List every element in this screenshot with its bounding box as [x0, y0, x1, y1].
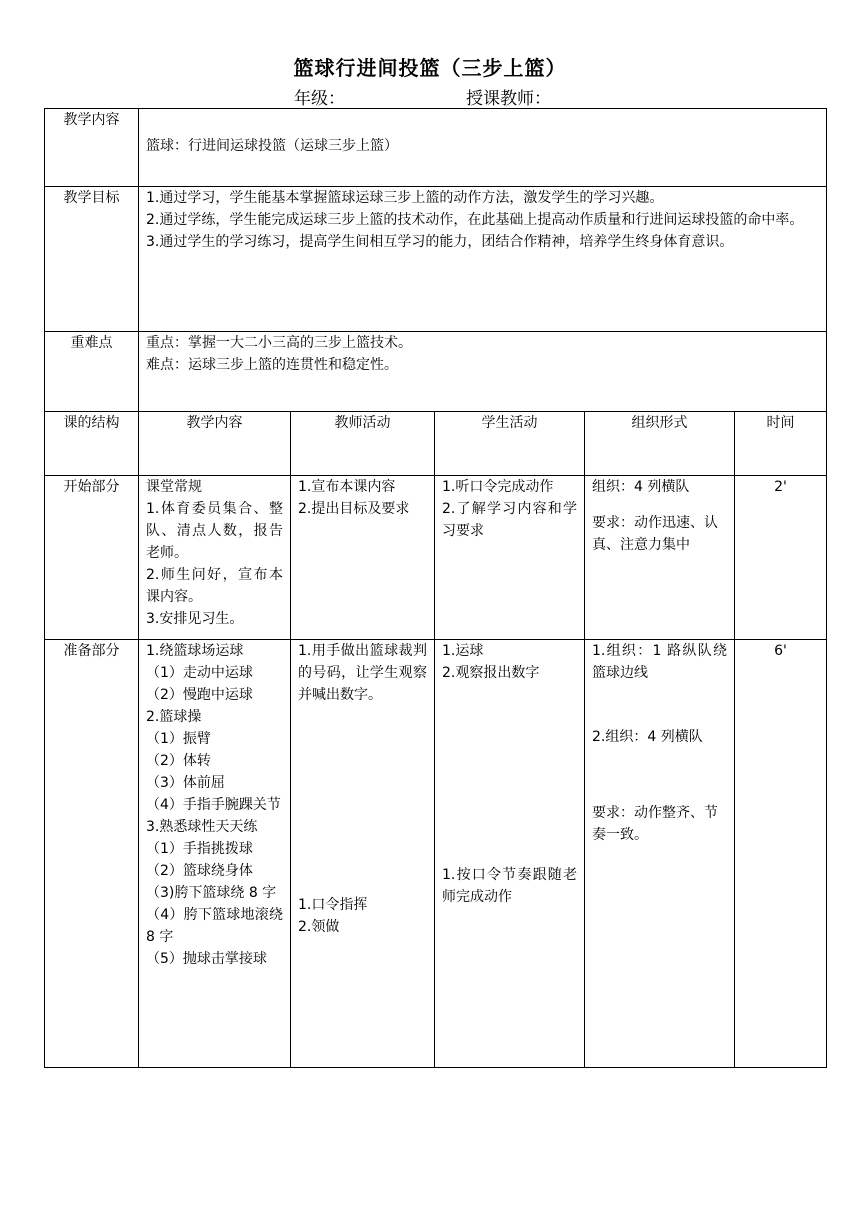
prep-content-line: 2.篮球操	[146, 709, 202, 725]
start-time: 2'	[735, 476, 827, 640]
header-teacher: 教师活动	[291, 412, 435, 476]
prep-content-line: （5）抛球击掌接球	[146, 951, 267, 967]
teaching-content-text	[139, 109, 827, 187]
start-org-line: 要求：动作迅速、认真、注意力集中	[592, 515, 718, 553]
prep-content-line: （1）手指挑拨球	[146, 841, 253, 857]
prep-content-line: （4）胯下篮球地滚绕 8 字	[146, 907, 283, 945]
start-org-line: 组织：4 列横队	[592, 479, 690, 495]
header-row	[45, 412, 827, 476]
row-label-objectives: 教学目标	[45, 187, 139, 332]
prep-org-line: 2.组织：4 列横队	[592, 729, 703, 745]
prep-content	[139, 640, 291, 1068]
start-teacher-line: 1.宣布本课内容	[298, 479, 396, 495]
start-structure: 开始部分	[45, 476, 139, 640]
prep-student-line: 1.运球	[442, 643, 484, 659]
start-student-line: 1.听口令完成动作	[442, 479, 554, 495]
start-content-line: 3.安排见习生。	[146, 611, 244, 627]
prep-content-line: （2）体转	[146, 753, 211, 769]
start-teacher	[291, 476, 435, 640]
row-label-key-points: 重难点	[45, 332, 139, 412]
prep-org-line: 要求：动作整齐、节奏一致。	[592, 805, 718, 843]
prep-content-line: （3)胯下篮球绕 8 字	[146, 885, 277, 901]
prep-time: 6'	[735, 640, 827, 1068]
header-content: 教学内容	[139, 412, 291, 476]
lesson-plan-table	[44, 108, 827, 1068]
prep-organization	[585, 640, 735, 1068]
prep-teacher-line: 2.领做	[298, 919, 340, 935]
teacher-label: 授课教师：	[466, 89, 551, 109]
row-prep-section	[45, 640, 827, 1068]
row-label-content: 教学内容	[45, 109, 139, 187]
document-title: 篮球行进间投篮（三步上篮）	[293, 56, 567, 80]
subtitle-line	[0, 84, 860, 108]
difficult-point-item: 难点：运球三步上篮的连贯性和稳定性。	[146, 357, 398, 373]
prep-content-line: （2）篮球绕身体	[146, 863, 253, 879]
prep-student-line: 1.按口令节奏跟随老师完成动作	[442, 867, 577, 905]
objectives-cell	[139, 187, 827, 332]
prep-content-line: （1）振臂	[146, 731, 211, 747]
header-student: 学生活动	[435, 412, 585, 476]
prep-teacher-line: 1.口令指挥	[298, 897, 368, 913]
start-teacher-line: 2.提出目标及要求	[298, 501, 410, 517]
row-start-section	[45, 476, 827, 640]
key-points-cell	[139, 332, 827, 412]
prep-student-line: 2.观察报出数字	[442, 665, 540, 681]
objective-item: 1.通过学习，学生能基本掌握篮球运球三步上篮的动作方法，激发学生的学习兴趣。	[146, 190, 664, 206]
start-content-line: 课堂常规	[146, 479, 202, 495]
start-student	[435, 476, 585, 640]
objective-item: 3.通过学生的学习练习，提高学生间相互学习的能力，团结合作精神，培养学生终身体育意识。	[146, 234, 734, 250]
header-structure: 课的结构	[45, 412, 139, 476]
prep-teacher	[291, 640, 435, 1068]
prep-content-line: （2）慢跑中运球	[146, 687, 253, 703]
prep-structure: 准备部分	[45, 640, 139, 1068]
key-point-item: 重点：掌握一大二小三高的三步上篮技术。	[146, 335, 412, 351]
prep-content-line: （1）走动中运球	[146, 665, 253, 681]
row-teaching-content	[45, 109, 827, 187]
row-key-points	[45, 332, 827, 412]
start-student-line: 2.了解学习内容和学习要求	[442, 501, 577, 539]
row-objectives	[45, 187, 827, 332]
start-organization	[585, 476, 735, 640]
header-organization: 组织形式	[585, 412, 735, 476]
prep-content-line: 3.熟悉球性天天练	[146, 819, 258, 835]
prep-teacher-line: 1.用手做出篮球裁判的号码，让学生观察并喊出数字。	[298, 643, 427, 703]
prep-content-line: 1.绕篮球场运球	[146, 643, 244, 659]
grade-label: 年级：	[294, 89, 345, 109]
prep-content-line: （3）体前屈	[146, 775, 225, 791]
content-text: 篮球：行进间运球投篮（运球三步上篮）	[146, 138, 398, 154]
prep-content-line: （4）手指手腕踝关节	[146, 797, 281, 813]
objective-item: 2.通过学练，学生能完成运球三步上篮的技术动作，在此基础上提高动作质量和行进间运球投篮的命中率。	[146, 212, 804, 228]
header-time: 时间	[735, 412, 827, 476]
start-content-line: 1.体育委员集合、整队、清点人数，报告老师。	[146, 501, 283, 561]
start-content-line: 2.师生问好，宣布本课内容。	[146, 567, 283, 605]
prep-student	[435, 640, 585, 1068]
start-content	[139, 476, 291, 640]
prep-org-line: 1.组织：1 路纵队绕篮球边线	[592, 643, 727, 681]
